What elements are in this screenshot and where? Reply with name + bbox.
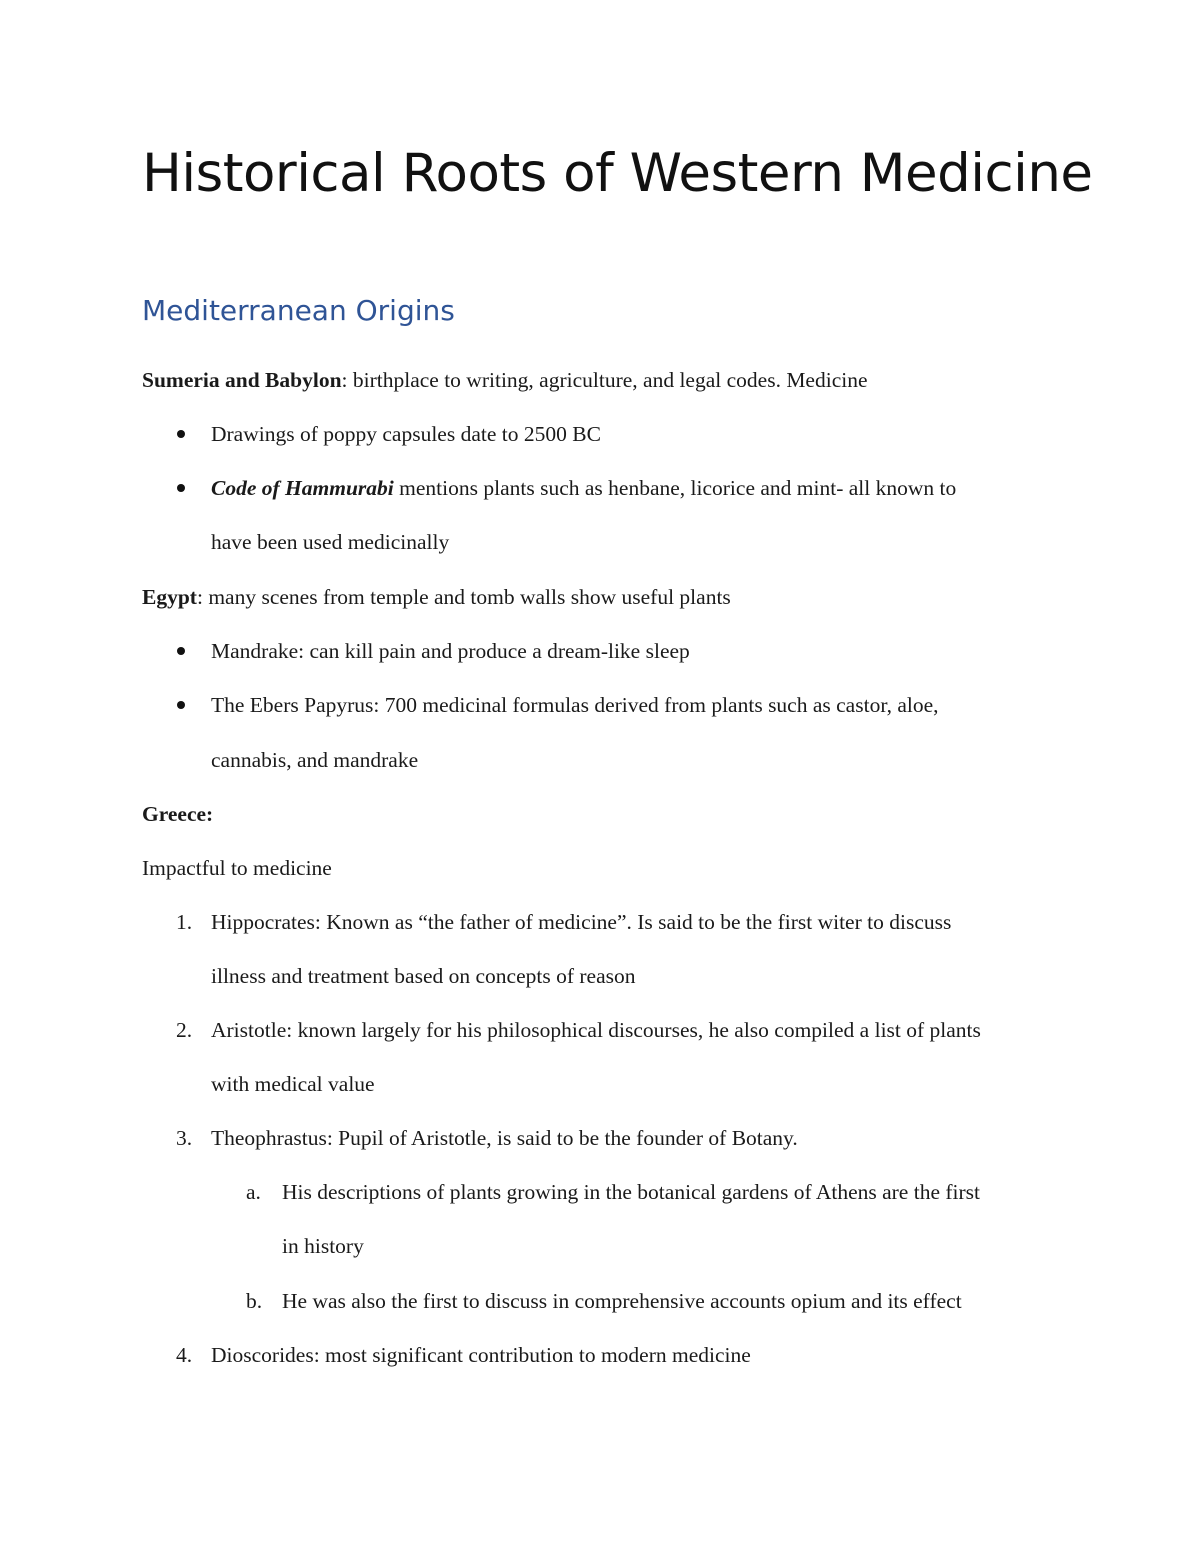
sublist-letter: b.: [246, 1289, 263, 1313]
list-item: Drawings of poppy capsules date to 2500 BC: [211, 422, 601, 446]
list-number: 4.: [176, 1343, 193, 1367]
greece-intro: Impactful to medicine: [142, 856, 332, 880]
bullet-icon: [177, 701, 185, 709]
egypt-paragraph: [142, 582, 731, 612]
list-number: 1.: [176, 910, 193, 934]
list-item: Theophrastus: Pupil of Aristotle, is said to be the founder of Botany.: [211, 1126, 798, 1150]
list-item: Aristotle: known largely for his philosophical discourses, he also compiled a list of plants: [211, 1018, 981, 1042]
sumeria-label: Sumeria and Babylon: [142, 368, 342, 392]
list-item: [211, 473, 956, 503]
document-title: Historical Roots of Western Medicine: [142, 143, 1093, 204]
sublist-item: His descriptions of plants growing in the botanical gardens of Athens are the first: [282, 1180, 980, 1204]
sublist-letter: a.: [246, 1180, 261, 1204]
list-item: The Ebers Papyrus: 700 medicinal formulas derived from plants such as castor, aloe,: [211, 693, 939, 717]
list-item: Mandrake: can kill pain and produce a dream-like sleep: [211, 639, 690, 663]
list-item: Dioscorides: most significant contribution to modern medicine: [211, 1343, 751, 1367]
sumeria-paragraph: [142, 365, 868, 395]
bullet-icon: [177, 647, 185, 655]
sumeria-text: : birthplace to writing, agriculture, and legal codes. Medicine: [341, 368, 868, 392]
list-item-continuation: have been used medicinally: [211, 530, 450, 554]
list-item-continuation: illness and treatment based on concepts of reason: [211, 964, 636, 988]
sublist-item-continuation: in history: [282, 1234, 364, 1258]
list-item-continuation: cannabis, and mandrake: [211, 748, 419, 772]
greece-label: Greece:: [142, 802, 214, 826]
egypt-label: Egypt: [142, 585, 197, 609]
list-item-text: mentions plants such as henbane, licorice and mint- all known to: [393, 476, 957, 500]
list-item-continuation: with medical value: [211, 1072, 375, 1096]
list-item: Hippocrates: Known as “the father of medicine”. Is said to be the first witer to discuss: [211, 910, 952, 934]
egypt-text: : many scenes from temple and tomb walls show useful plants: [196, 585, 731, 609]
bullet-icon: [177, 484, 185, 492]
code-of-hammurabi-emphasis: Code of Hammurabi: [211, 476, 394, 500]
section-heading: Mediterranean Origins: [142, 294, 455, 327]
sublist-item: He was also the first to discuss in comprehensive accounts opium and its effect: [282, 1289, 962, 1313]
list-number: 2.: [176, 1018, 193, 1042]
bullet-icon: [177, 430, 185, 438]
list-number: 3.: [176, 1126, 193, 1150]
